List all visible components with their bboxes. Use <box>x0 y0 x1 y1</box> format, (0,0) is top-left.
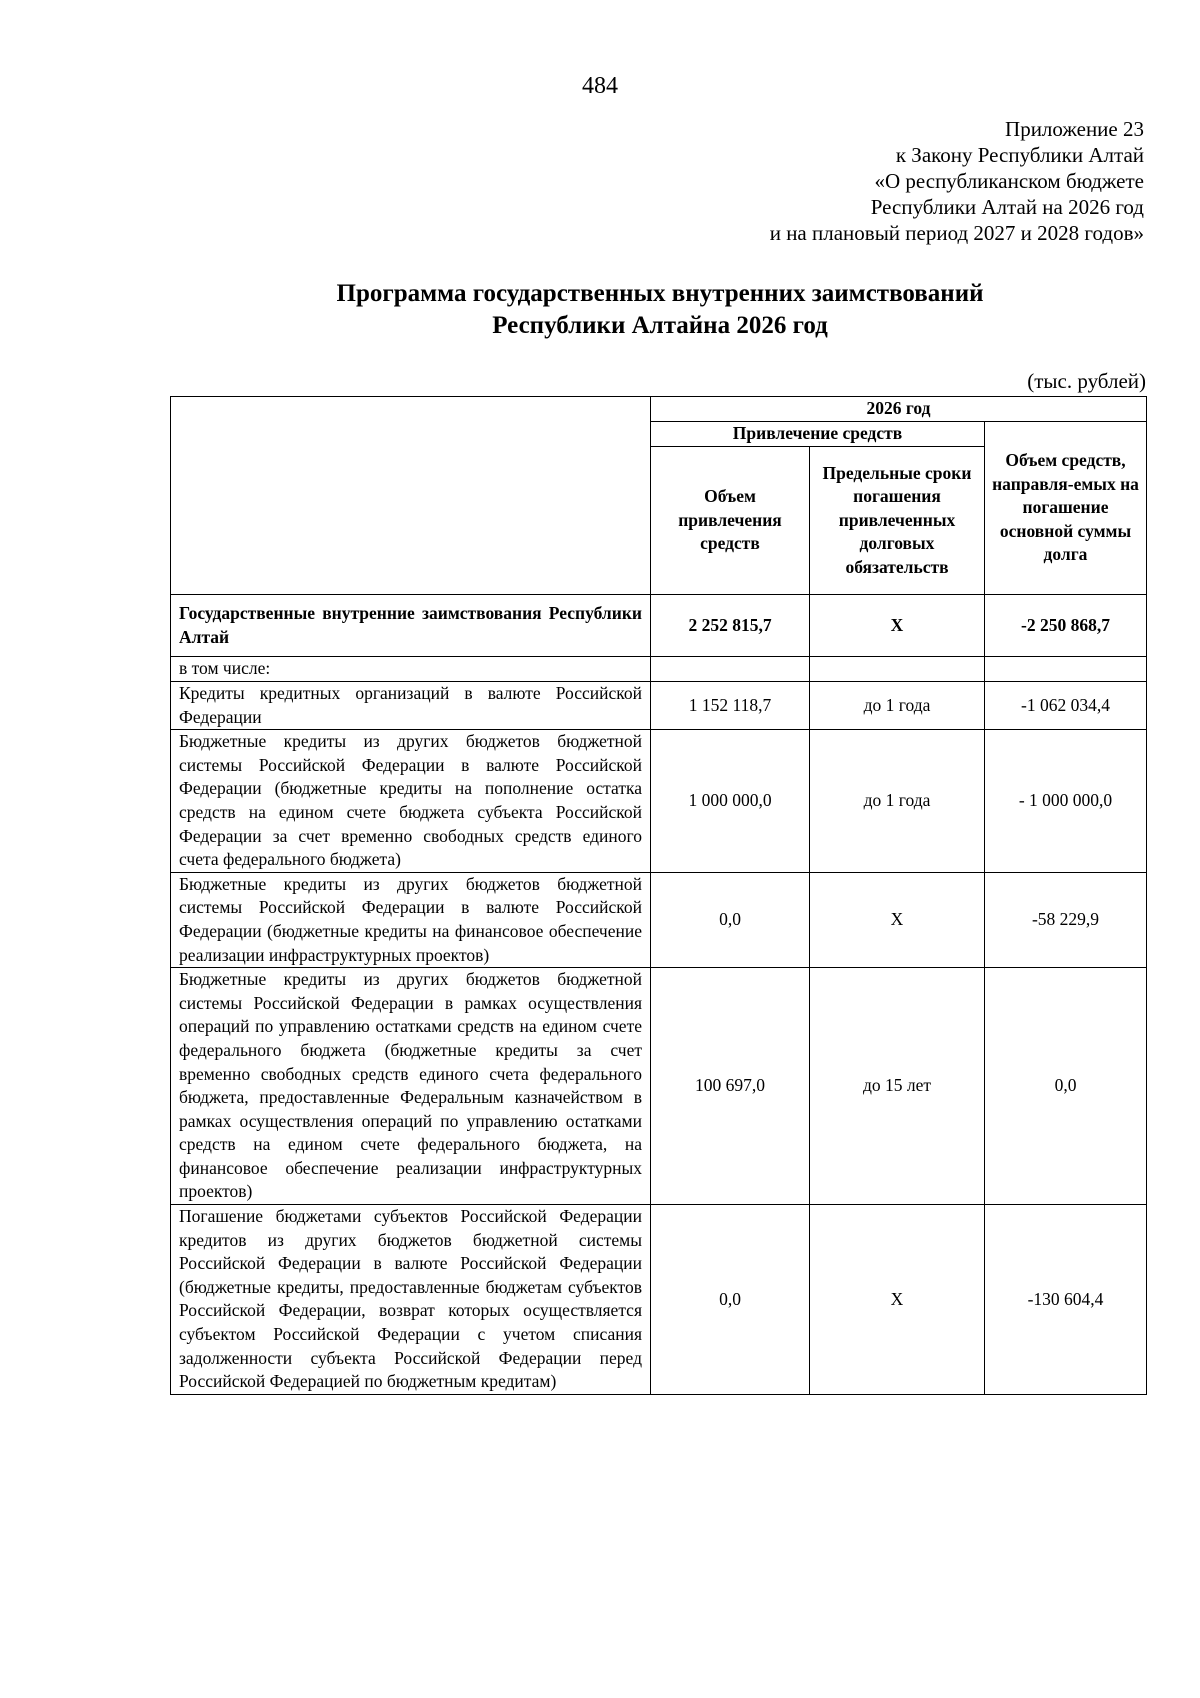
header-empty-cell <box>171 397 651 595</box>
empty-cell <box>651 657 810 682</box>
header-repayment: Объем средств, направля-емых на погашение основной суммы долга <box>985 422 1147 595</box>
row-term: Х <box>810 872 985 967</box>
units-label: (тыс. рублей) <box>1027 369 1146 393</box>
table-row-subheader <box>171 657 1147 682</box>
table-row <box>171 730 1147 873</box>
row-term: Х <box>810 1205 985 1395</box>
page-number: 484 <box>582 73 618 99</box>
appendix-line: к Закону Республики Алтай <box>895 143 1144 167</box>
total-term: Х <box>810 595 985 657</box>
row-volume: 0,0 <box>651 872 810 967</box>
header-attraction-terms: Предельные сроки погашения привлеченных долговых обязательств <box>810 447 985 595</box>
row-label: Кредиты кредитных организаций в валюте Российской Федерации <box>171 682 651 730</box>
header-year: 2026 год <box>651 397 1147 422</box>
table-row <box>171 1205 1147 1395</box>
appendix-line: Республики Алтай на 2026 год <box>870 195 1144 219</box>
appendix-block <box>770 116 1144 246</box>
table-row <box>171 968 1147 1205</box>
row-label: Погашение бюджетами субъектов Российской Федерации кредитов из других бюджетов бюджетной системы Российской Федерации в валюте Российской Федерации (бюджетные кредиты, предоставленные бюджетам субъектов Российской Федерации, возврат которых осуществляется субъектом Российской Федерации с учетом списания задолженности субъекта Российской Федерации перед Российской Федерацией по бюджетным кредитам) <box>171 1205 651 1395</box>
appendix-line: и на плановый период 2027 и 2028 годов» <box>769 221 1144 245</box>
document-title <box>0 278 1200 342</box>
row-term: до 1 года <box>810 730 985 873</box>
borrowing-program-table <box>170 396 1147 1395</box>
title-line-1: Программа государственных внутренних заимствований <box>336 280 984 307</box>
row-repayment: - 1 000 000,0 <box>985 730 1147 873</box>
row-repayment: -130 604,4 <box>985 1205 1147 1395</box>
row-volume: 1 152 118,7 <box>651 682 810 730</box>
empty-cell <box>985 657 1147 682</box>
appendix-line: «О республиканском бюджете <box>874 169 1144 193</box>
table-row <box>171 872 1147 967</box>
empty-cell <box>810 657 985 682</box>
row-volume: 1 000 000,0 <box>651 730 810 873</box>
row-repayment: -1 062 034,4 <box>985 682 1147 730</box>
header-attraction: Привлечение средств <box>651 422 985 447</box>
row-volume: 100 697,0 <box>651 968 810 1205</box>
table-row-total <box>171 595 1147 657</box>
total-label: Государственные внутренние заимствования Республики Алтай <box>171 595 651 657</box>
title-line-2: Республики Алтайна 2026 год <box>492 312 828 339</box>
row-label: Бюджетные кредиты из других бюджетов бюджетной системы Российской Федерации в валюте Российской Федерации (бюджетные кредиты на пополнение остатка средств на едином счете бюджета субъекта Российской Федерации за счет временно свободных средств единого счета федерального бюджета) <box>171 730 651 873</box>
row-repayment: 0,0 <box>985 968 1147 1205</box>
row-repayment: -58 229,9 <box>985 872 1147 967</box>
total-volume: 2 252 815,7 <box>651 595 810 657</box>
row-label: Бюджетные кредиты из других бюджетов бюджетной системы Российской Федерации в валюте Российской Федерации (бюджетные кредиты на финансовое обеспечение реализации инфраструктурных проектов) <box>171 872 651 967</box>
total-repayment: -2 250 868,7 <box>985 595 1147 657</box>
subheader-label: в том числе: <box>171 657 651 682</box>
row-label: Бюджетные кредиты из других бюджетов бюджетной системы Российской Федерации в рамках осуществления операций по управлению остатками средств на едином счете федерального бюджета (бюджетные кредиты за счет временно свободных средств единого счета федерального бюджета, предоставленные Федеральным казначейством в рамках осуществления операций по управлению остатками средств на едином счете федерального бюджета, на финансовое обеспечение реализации инфраструктурных проектов) <box>171 968 651 1205</box>
table-row <box>171 682 1147 730</box>
row-volume: 0,0 <box>651 1205 810 1395</box>
appendix-line: Приложение 23 <box>1005 117 1144 141</box>
row-term: до 1 года <box>810 682 985 730</box>
row-term: до 15 лет <box>810 968 985 1205</box>
header-attraction-volume: Объем привлечения средств <box>651 447 810 595</box>
